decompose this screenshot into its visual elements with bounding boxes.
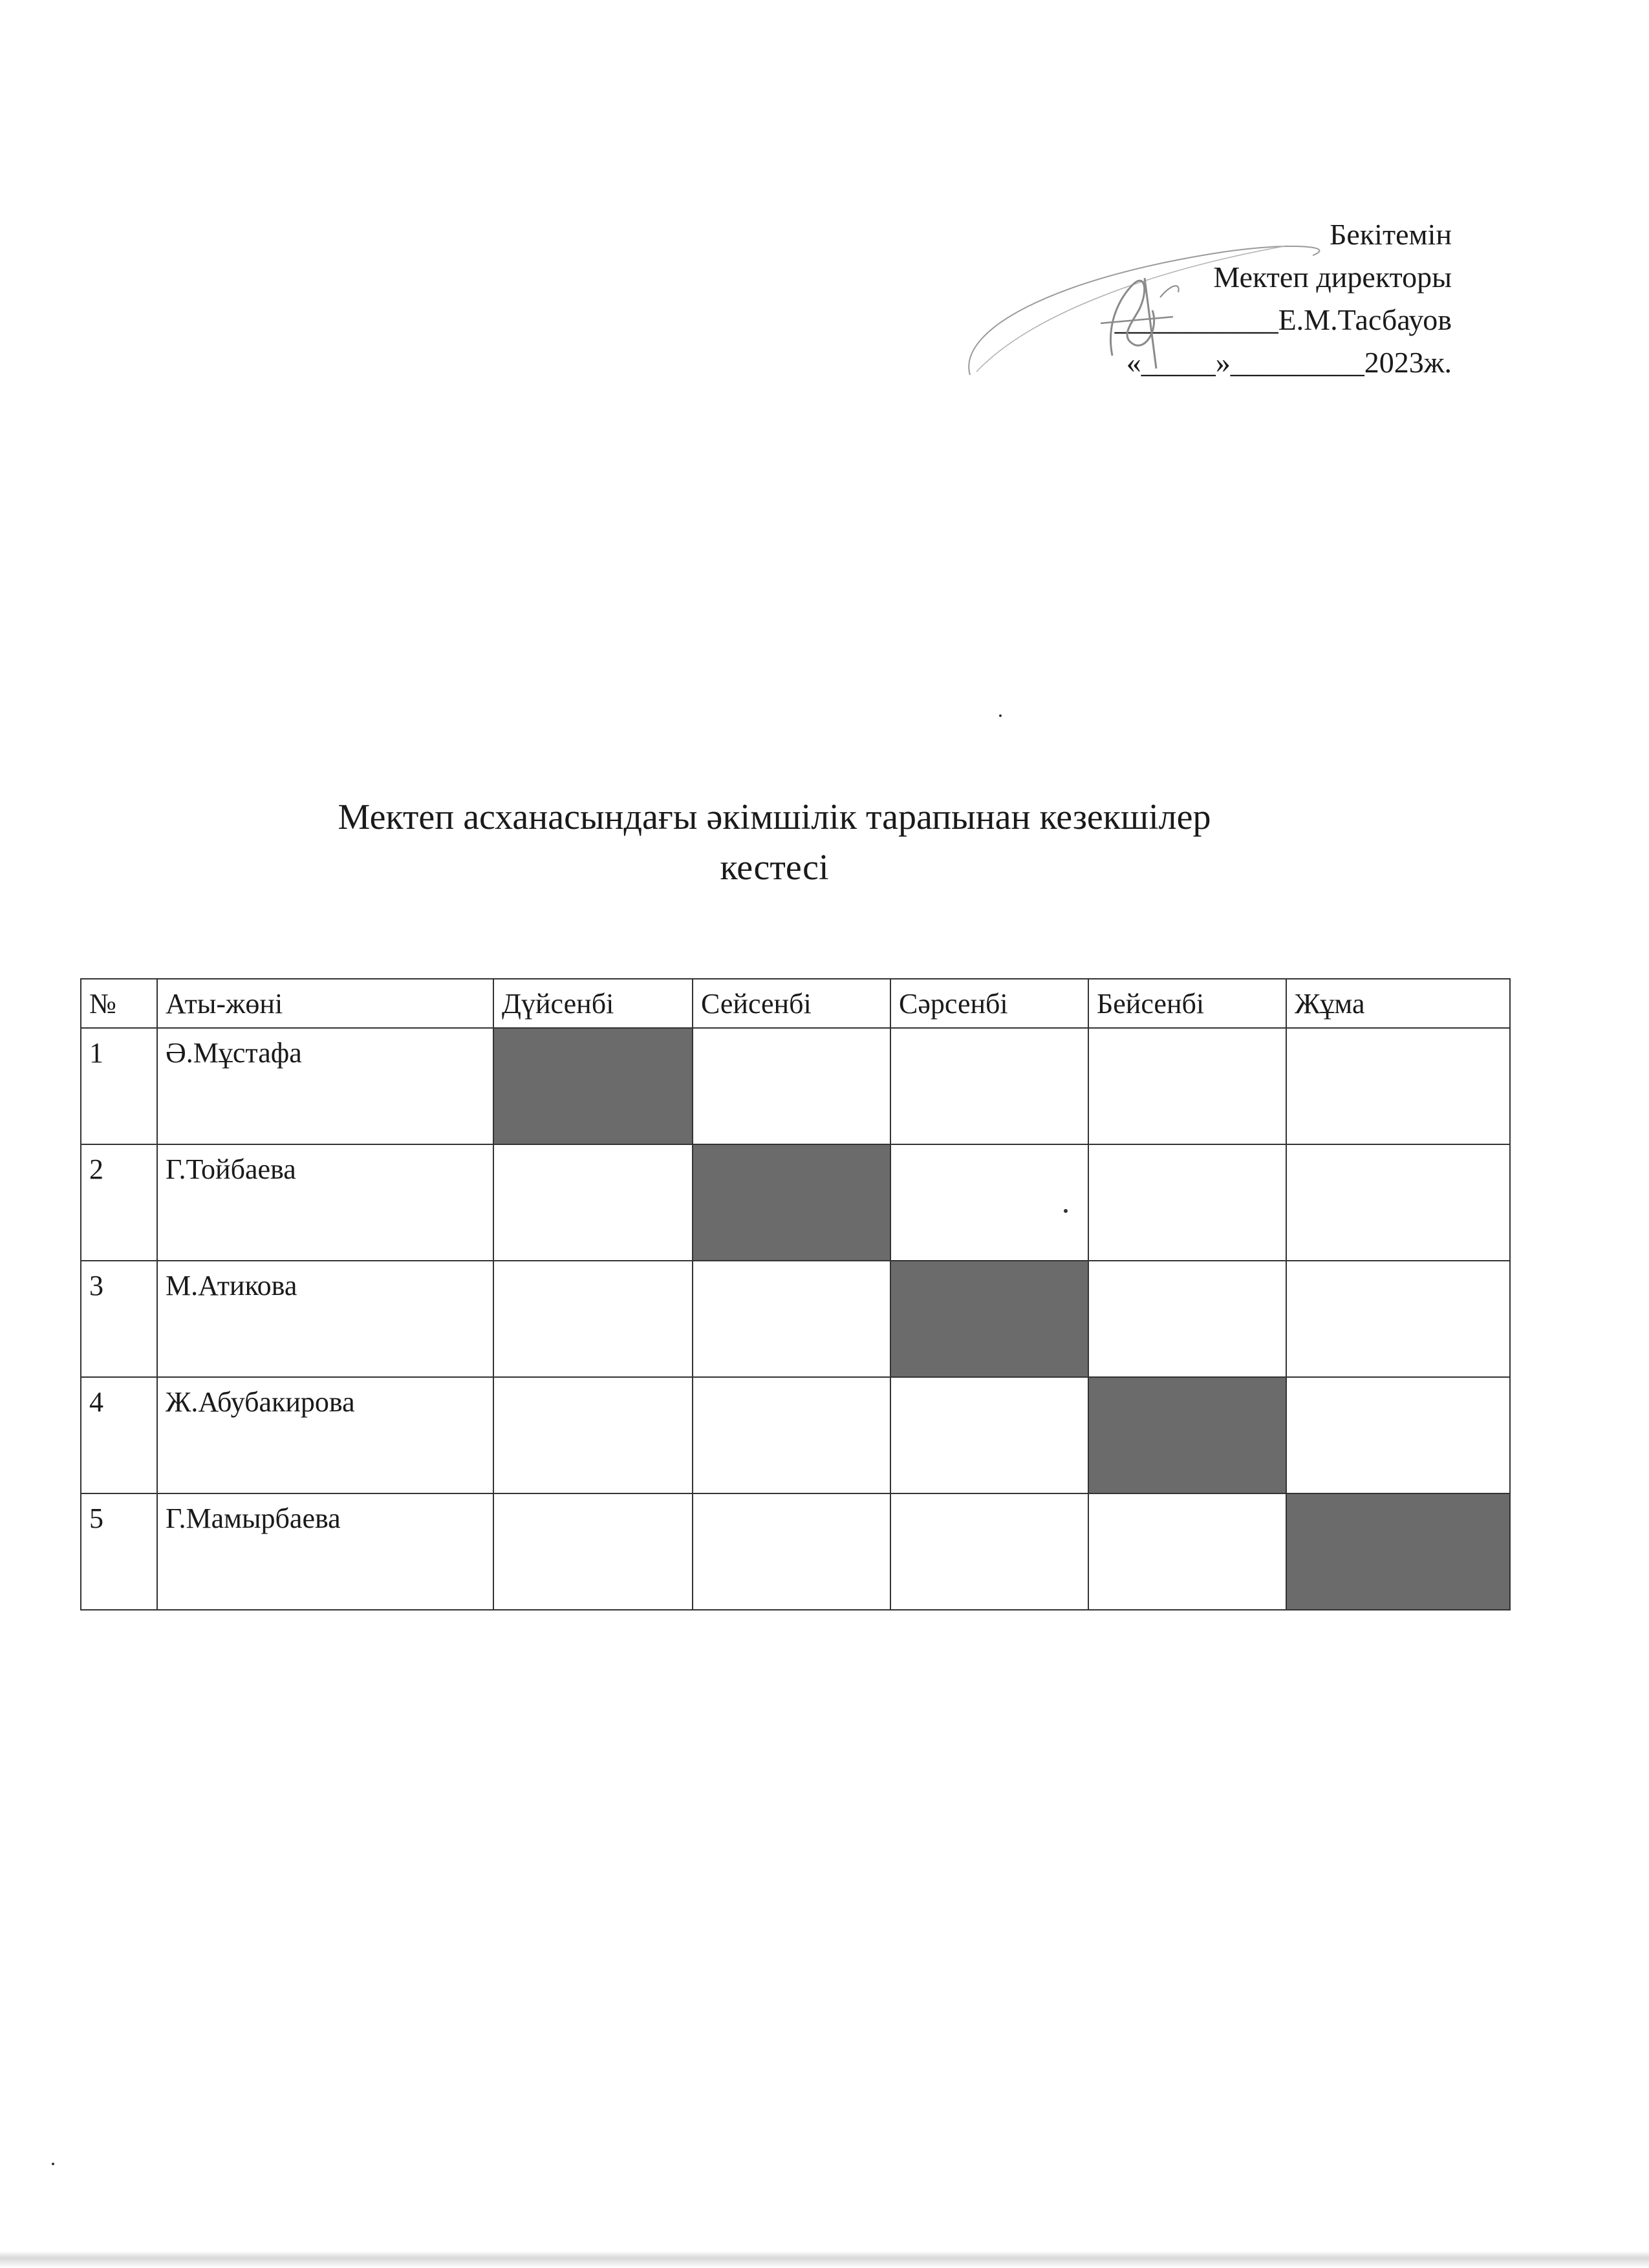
row-name: Ж.Абубакирова xyxy=(157,1377,493,1493)
empty-cell xyxy=(693,1377,890,1493)
scan-speck xyxy=(52,2163,54,2165)
empty-cell xyxy=(1088,1261,1286,1377)
row-number: 5 xyxy=(81,1493,157,1610)
table-row xyxy=(81,1144,1510,1261)
document-title-line-2: кестесі xyxy=(720,848,829,888)
table-row xyxy=(81,1028,1510,1144)
empty-cell xyxy=(1286,1377,1510,1493)
empty-cell xyxy=(890,1028,1088,1144)
empty-cell xyxy=(693,1261,890,1377)
duty-cell xyxy=(693,1144,890,1261)
empty-cell xyxy=(890,1493,1088,1610)
header-monday: Дүйсенбі xyxy=(493,979,693,1028)
header-name: Аты-жөні xyxy=(157,979,493,1028)
document-title-line-1: Мектеп асханасындағы әкімшілік тарапынан кезекшілер xyxy=(338,797,1211,837)
duty-cell xyxy=(1286,1493,1510,1610)
approval-block xyxy=(1115,213,1452,384)
header-tuesday: Сейсенбі xyxy=(693,979,890,1028)
row-number: 1 xyxy=(81,1028,157,1144)
empty-cell xyxy=(1286,1028,1510,1144)
duty-cell xyxy=(493,1028,693,1144)
duty-cell xyxy=(890,1261,1088,1377)
empty-cell xyxy=(493,1377,693,1493)
approval-position: Мектеп директоры xyxy=(1213,261,1452,294)
empty-cell xyxy=(1088,1144,1286,1261)
empty-cell xyxy=(890,1377,1088,1493)
table-header-row xyxy=(81,979,1510,1028)
row-name: Г.Тойбаева xyxy=(157,1144,493,1261)
header-wednesday: Сәрсенбі xyxy=(890,979,1088,1028)
empty-cell xyxy=(493,1493,693,1610)
scan-speck xyxy=(1064,1209,1068,1213)
header-thursday: Бейсенбі xyxy=(1088,979,1286,1028)
empty-cell xyxy=(1286,1144,1510,1261)
approval-signatory: ___________Е.М.Тасбауов xyxy=(1114,303,1452,336)
table-row xyxy=(81,1261,1510,1377)
scan-bottom-edge xyxy=(0,2251,1649,2268)
empty-cell xyxy=(890,1144,1088,1261)
row-number: 3 xyxy=(81,1261,157,1377)
row-number: 4 xyxy=(81,1377,157,1493)
approval-date: «_____»_________2023ж. xyxy=(1126,346,1452,379)
scan-speck xyxy=(999,714,1002,717)
header-number: № xyxy=(81,979,157,1028)
row-number: 2 xyxy=(81,1144,157,1261)
empty-cell xyxy=(493,1144,693,1261)
empty-cell xyxy=(693,1028,890,1144)
duty-schedule-table xyxy=(80,978,1511,1610)
row-name: М.Атикова xyxy=(157,1261,493,1377)
empty-cell xyxy=(1286,1261,1510,1377)
table-row xyxy=(81,1493,1510,1610)
empty-cell xyxy=(1088,1493,1286,1610)
empty-cell xyxy=(493,1261,693,1377)
duty-cell xyxy=(1088,1377,1286,1493)
header-friday: Жұма xyxy=(1286,979,1510,1028)
empty-cell xyxy=(1088,1028,1286,1144)
row-name: Г.Мамырбаева xyxy=(157,1493,493,1610)
approval-heading: Бекітемін xyxy=(1330,218,1452,251)
table-row xyxy=(81,1377,1510,1493)
empty-cell xyxy=(693,1493,890,1610)
document-title xyxy=(0,792,1549,893)
row-name: Ә.Мұстафа xyxy=(157,1028,493,1144)
